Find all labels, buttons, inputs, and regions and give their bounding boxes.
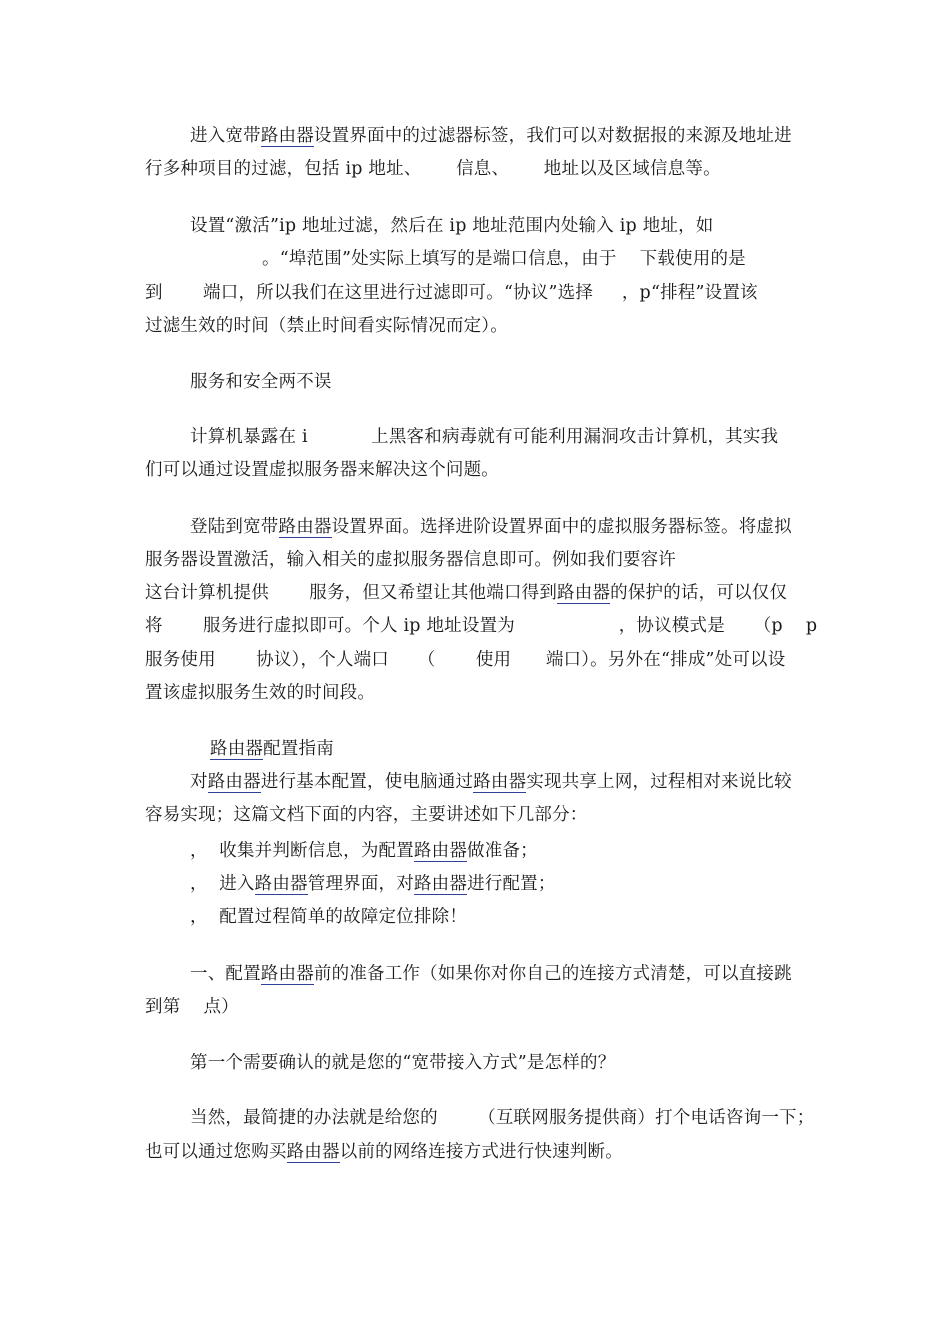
text-run: 对 <box>190 772 208 792</box>
hyperlink-router[interactable]: 路由器 <box>557 583 611 603</box>
paragraph-line: 服务器设置激活，输入相关的虚拟服务器信息即可。例如我们要容许 <box>145 550 676 570</box>
paragraph-line: 。“埠范围”处实际上填写的是端口信息，由于 下载使用的是 <box>262 249 746 269</box>
hyperlink-router[interactable]: 路由器 <box>260 964 314 984</box>
text-run: ， 收集并判断信息，为配置 <box>190 841 414 861</box>
text-run: 进行基本配置，使电脑通过 <box>260 772 474 792</box>
paragraph-line: 到 端口，所以我们在这里进行过滤即可。“协议”选择 ，p“排程”设置该 <box>145 283 758 303</box>
text-run: 做准备； <box>467 841 538 861</box>
text-run: 以前的网络连接方式进行快速判断。 <box>339 1142 623 1162</box>
text-run: 实现共享上网，过程相对来说比较 <box>526 772 792 792</box>
text-run: 前的准备工作（如果你对你自己的连接方式清楚，可以直接跳 <box>313 964 792 984</box>
text-run: 进行配置； <box>467 874 556 894</box>
text-run: ， 进入 <box>190 874 255 894</box>
hyperlink-router[interactable]: 路由器 <box>278 517 332 537</box>
paragraph-line <box>145 581 787 605</box>
hyperlink-router[interactable]: 路由器 <box>413 841 468 861</box>
paragraph-line: 容易实现；这篇文档下面的内容，主要讲述如下几部分： <box>145 805 588 825</box>
text-run: 设置界面。选择进阶设置界面中的虚拟服务器标签。将虚拟 <box>331 517 792 537</box>
hyperlink-router[interactable]: 路由器 <box>286 1142 340 1162</box>
guide-title <box>210 737 334 761</box>
hyperlink-router[interactable]: 路由器 <box>210 739 264 759</box>
paragraph-line <box>190 515 792 539</box>
text-run: 登陆到宽带 <box>190 517 279 537</box>
paragraph-line <box>190 124 792 148</box>
hyperlink-router[interactable]: 路由器 <box>473 772 527 792</box>
text-run: 配置指南 <box>263 739 334 759</box>
paragraph-line: 将 服务进行虚拟即可。个人 ip 地址设置为 ，协议模式是 （p p <box>145 616 818 636</box>
paragraph-line: 设置“激活”ip 地址过滤，然后在 ip 地址范围内处输入 ip 地址，如 <box>190 216 714 236</box>
hyperlink-router[interactable]: 路由器 <box>254 874 308 894</box>
paragraph-line: 行多种项目的过滤，包括 ip 地址、 信息、 地址以及区域信息等。 <box>145 159 721 179</box>
paragraph-line: 服务使用 协议），个人端口 （ 使用 端口）。另外在“排成”处可以设 <box>145 650 786 670</box>
list-item <box>190 872 556 896</box>
paragraph-line: 过滤生效的时间（禁止时间看实际情况而定）。 <box>145 316 508 336</box>
paragraph-line <box>190 962 792 986</box>
text-run: 管理界面，对 <box>307 874 414 894</box>
paragraph-line <box>190 770 792 794</box>
paragraph-line: 第一个需要确认的就是您的“宽带接入方式”是怎样的？ <box>190 1053 616 1073</box>
paragraph-line: 当然，最简捷的办法就是给您的 （互联网服务提供商）打个电话咨询一下； <box>190 1108 815 1128</box>
text-run: 的保护的话，可以仅仅 <box>610 583 788 603</box>
paragraph-line <box>145 1140 623 1164</box>
text-run: 这台计算机提供 服务，但又希望让其他端口得到 <box>145 583 558 603</box>
text-run: 一、配置 <box>190 964 261 984</box>
paragraph-line: 到第 点） <box>145 997 239 1017</box>
hyperlink-router[interactable]: 路由器 <box>260 126 314 146</box>
text-run: 也可以通过您购买 <box>145 1142 287 1162</box>
paragraph-line: 计算机暴露在 i 上黑客和病毒就有可能利用漏洞攻击计算机，其实我 <box>190 427 779 447</box>
hyperlink-router[interactable]: 路由器 <box>413 874 468 894</box>
paragraph-line: 置该虚拟服务生效的时间段。 <box>145 683 376 703</box>
list-item: ， 配置过程简单的故障定位排除！ <box>190 907 468 927</box>
section-heading: 服务和安全两不误 <box>190 372 332 392</box>
text-run: 设置界面中的过滤器标签，我们可以对数据报的来源及地址进 <box>313 126 792 146</box>
text-run: 进入宽带 <box>190 126 261 146</box>
list-item <box>190 839 538 863</box>
hyperlink-router[interactable]: 路由器 <box>207 772 261 792</box>
paragraph-line: 们可以通过设置虚拟服务器来解决这个问题。 <box>145 460 499 480</box>
